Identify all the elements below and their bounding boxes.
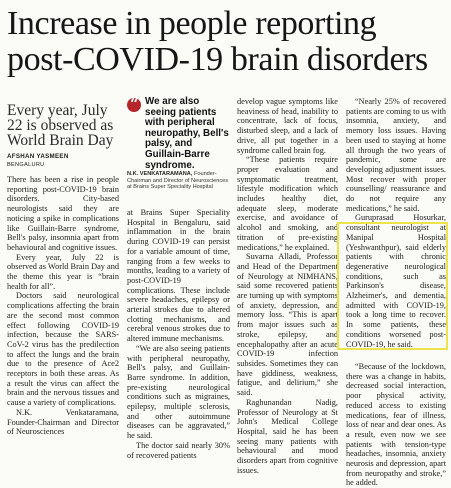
paragraph-highlighted: Guruprasad Hosurkar, consultant neurologist at Manipal Hospital (Yeshwanthpur), said elderly patients with chronic degenerative neurological conditions, such as Parkinson's disease, Alzheimer's, and dementia, admitted with COVID-19, took a long time to recover. In some patients, these conditions worsened post-COVID-19, he said. <box>346 213 446 349</box>
paragraph: “We are also seeing patients with peripheral neuropathy, Bell's palsy, and Guillain-Barre syndrome. In addition, pre-existing neurological conditions such as migraines, epilepsy, multiple sclerosis, and other autoimmune diseases can be aggravated,” he said. <box>127 343 230 441</box>
paragraph: There has been a rise in people reporting post-COVID-19 brain disorders. City-based neurologists said they are noticing a spike in complications like Guillain-Barre syndrome, Bell's palsy, insomnia apart from behavioural and cognitive issues. <box>7 175 119 252</box>
paragraph: “Because of the lockdown, there was a change in habits, decreased social interaction, poor physical activity, reduced access to existing medications, fear of illness, loss of near and dear ones. As a result, even now we see patients with tension-type headaches, insomnia, anxiety neurosis and depression, apart from neuropathy and stroke,” he added. <box>346 362 446 488</box>
paragraph: Every year, July 22 is observed as World Brain Day and the theme this year is “brain health for all”. <box>7 252 119 291</box>
paragraph: N.K. Venkataramana, Founder-Chairman and Director of Neurosciences <box>7 407 119 437</box>
byline <box>7 153 125 169</box>
article-column-4-continued <box>346 362 446 488</box>
paragraph: Doctors said neurological complications affecting the brain are the second most common effect following COVID-19 infection, because the SARS-CoV-2 virus has the predilection to affect the lungs and the brain due to the presence of Ace2 receptors in both these areas. As a result the virus can affect the brain and the nervous tissues and cause a variety of complications. <box>7 291 119 408</box>
paragraph: develop vague symptoms like heaviness of head, inability to concentrate, lack of focus, disturbed sleep, and a lack of drive, all put together in a syndrome called brain fog. <box>237 97 338 155</box>
paragraph: Raghunandan Nadig, Professor of Neurology at St John's Medical College Hospital, said he has been seeing many patients with behavioural and mood disorders apart from cognitive issues. <box>237 397 338 475</box>
paragraph: “Nearly 25% of recovered patients are coming to us with insomnia, anxiety, and memory loss issues. Having been used to staying at home all through the two years of pandemic, some are developing adjustment issues. Most recover with proper counselling/ reassurance and do not require any medications,” he said. <box>346 97 446 213</box>
article-column-3 <box>237 97 338 475</box>
paragraph: at Brains Super Speciality Hospital in Bengaluru, said inflammation in the brain during COVID-19 can persist for a variable amount of time, ranging from a few weeks to months, leading to a variety of post-COVID-19 complications. These include severe headaches, epilepsy or arterial strokes due to altered clotting mechanisms, and cerebral venous strokes due to altered immune mechanisms. <box>127 208 230 344</box>
subheadline: Every year, July 22 is observed as World Brain Day <box>7 102 114 149</box>
dateline-place: BENGALURU <box>7 162 45 168</box>
author-name: AFSHAN YASMEEN <box>7 153 69 160</box>
pull-quote-attribution-role: Founder-Chairman and Director of Neurosciences at Brains Super Speciality Hospital <box>127 171 229 191</box>
quote-mark-icon <box>127 98 141 112</box>
pull-quote-text: We are also seeing patients with peripheral neuropathy, Bell's palsy, and Guillain-Barre syndrome. <box>145 96 229 171</box>
article-column-1 <box>7 175 119 437</box>
article-column-2 <box>127 208 230 460</box>
pull-quote-attribution-name: N.K. VENKATARAMANA, <box>127 171 193 177</box>
paragraph: “These patients require proper evaluation and symptomatic treatment, lifestyle modification which includes healthy diet, adequate sleep, moderate exercise, and avoidance of alcohol and smoking, and titration of pre-existing medications,” he explained. <box>237 155 338 252</box>
pull-quote-attribution <box>127 171 231 191</box>
article-column-4 <box>346 97 446 349</box>
paragraph: Suvarna Alladi, Professor and Head of the Department of Neurology at NIMHANS, said some recovered patients are turning up with symptoms of anxiety, depression, and memory loss. “This is apart from major issues such as stroke, epilepsy, and encephalopathy after an acute COVID-19 infection subsides. Sometimes they can have giddiness, weakness, fatigue, and delirium,” she said. <box>237 252 338 398</box>
headline: Increase in people reporting post-COVID-19 brain disorders <box>7 5 428 78</box>
paragraph: The doctor said nearly 30% of recovered patients <box>127 440 230 460</box>
